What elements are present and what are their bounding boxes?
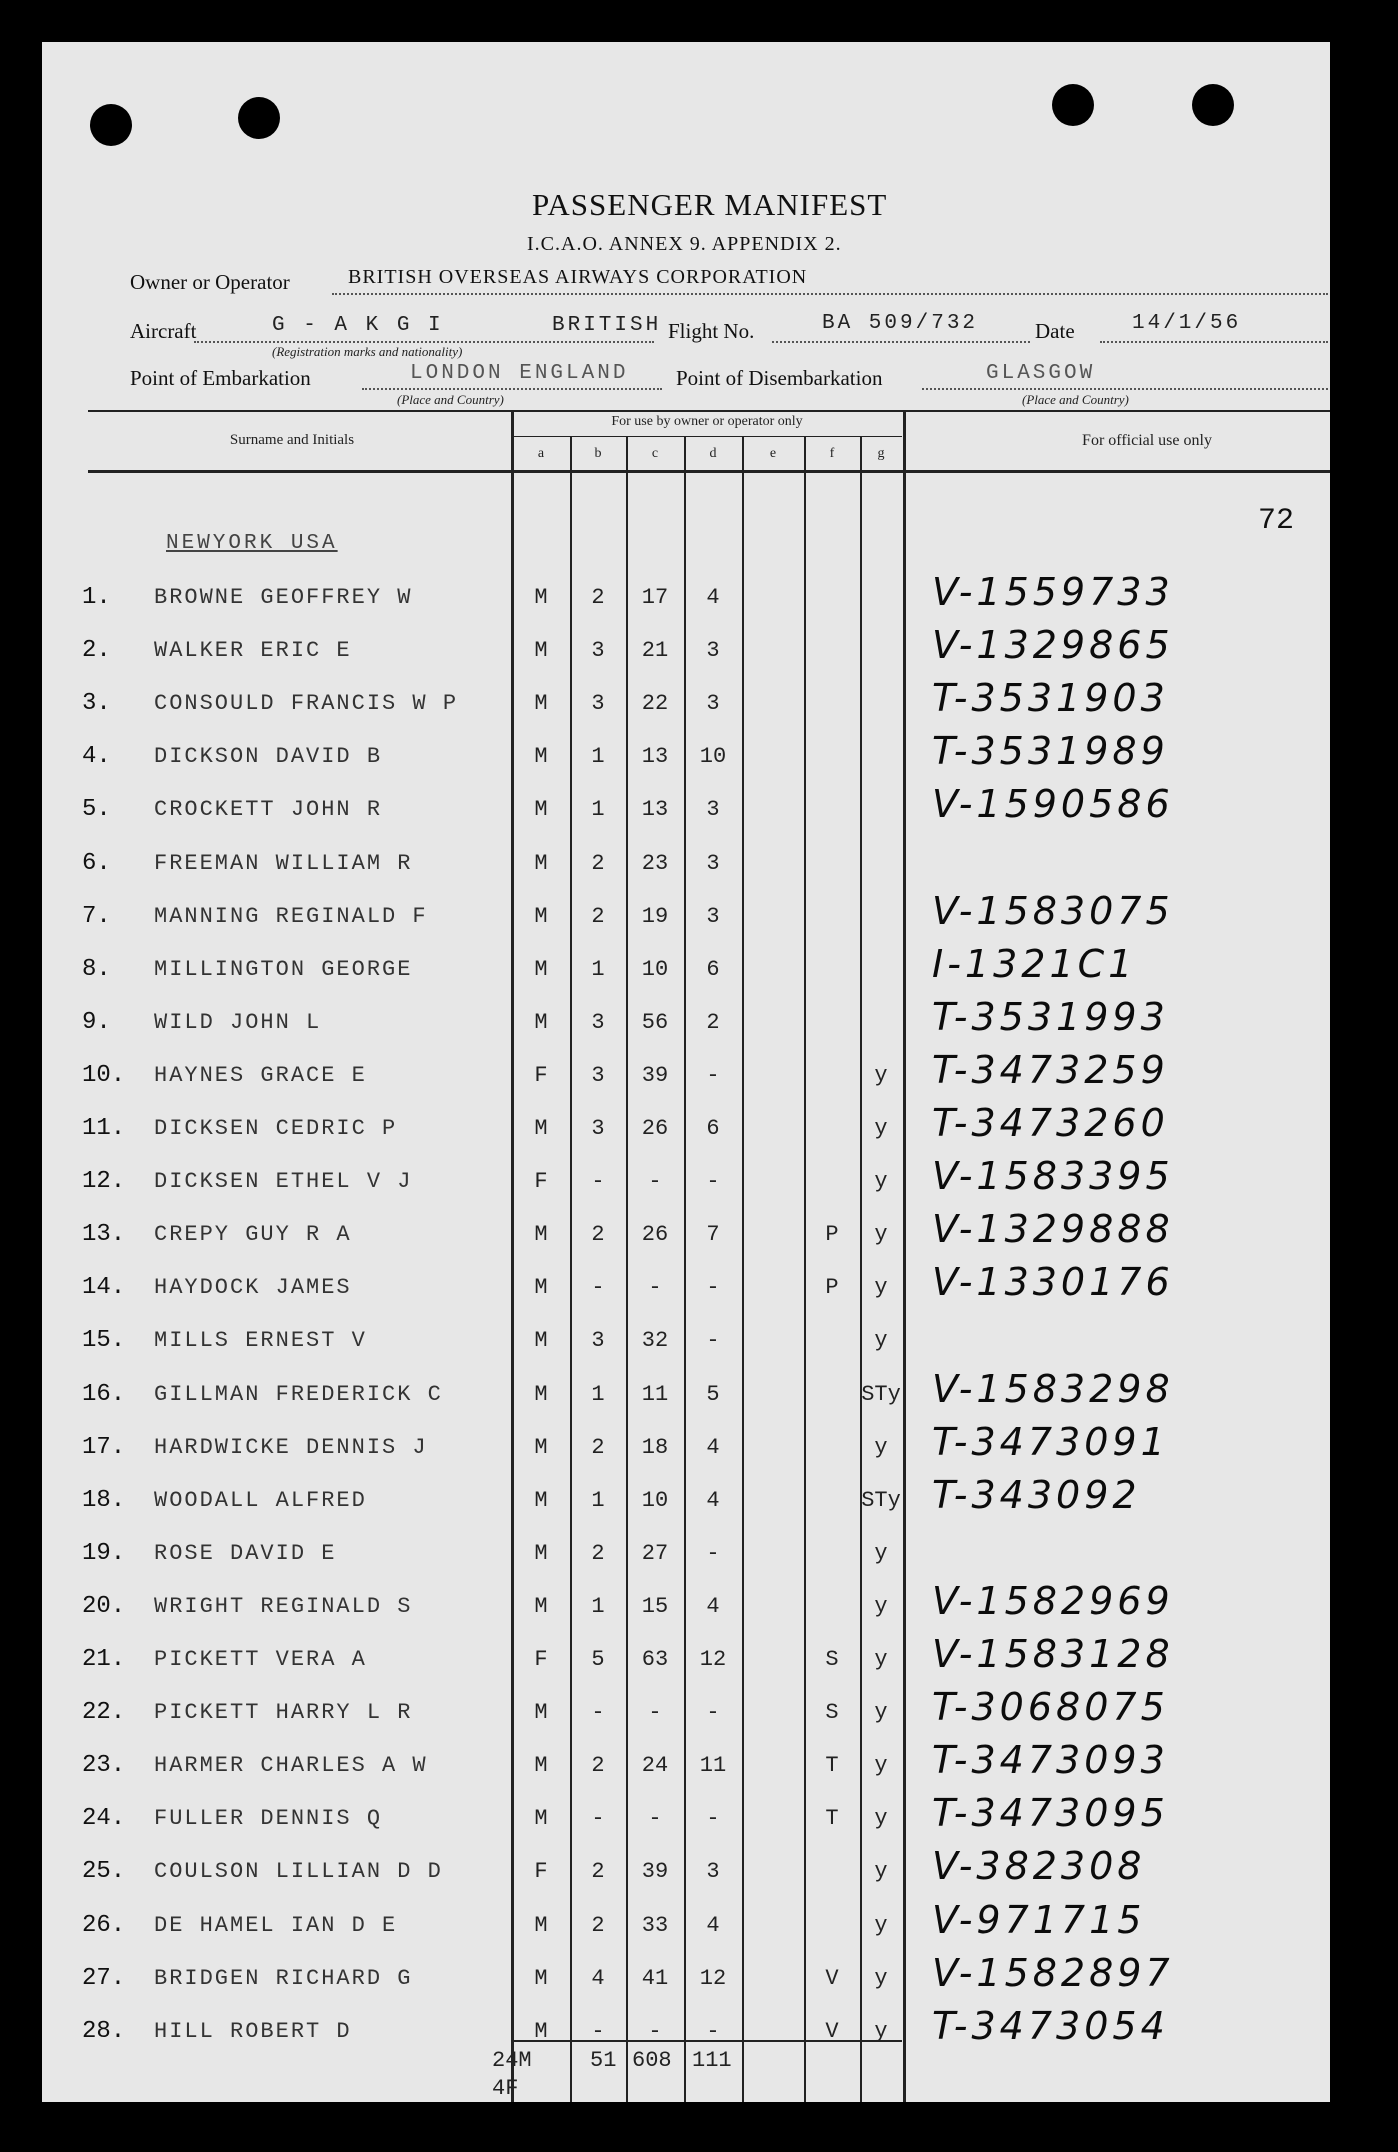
passenger-name: COULSON LILLIAN D D [154,1859,443,1885]
cell-a: M [534,1009,548,1035]
cell-a: M [534,2018,548,2044]
passenger-name: PICKETT HARRY L R [154,1700,413,1726]
cell-a: M [534,1222,548,1248]
owner-label: Owner or Operator [130,270,290,294]
cell-d: 3 [706,797,720,823]
cell-d: 3 [706,691,720,717]
cell-b: 2 [591,1434,605,1460]
table-row [42,623,1330,681]
cell-f: S [825,1700,839,1726]
official-entry: V-971715 [932,1897,1146,1942]
owner-value: BRITISH OVERSEAS AIRWAYS CORPORATION [348,266,808,288]
table-row [42,729,1330,787]
table-row [42,1632,1330,1690]
flight-value: BA 509/732 [822,312,979,335]
cell-g: y [874,1647,888,1672]
disembark-note: (Place and Country) [1022,392,1129,407]
cell-c: 17 [641,585,669,610]
table-row [42,1844,1330,1902]
cell-b: 4 [591,1965,605,1991]
passenger-name: WOODALL ALFRED [154,1487,367,1513]
cell-c: 26 [641,1116,669,1141]
cell-b: 5 [591,1647,605,1672]
official-entry: V-382308 [932,1844,1146,1889]
official-entry: T-3531989 [932,729,1169,774]
passenger-name: HAYNES GRACE E [154,1062,367,1088]
cell-c: 15 [641,1593,669,1619]
table-row [42,1207,1330,1265]
official-entry: V-1559733 [932,570,1174,614]
cell-d: 12 [699,1647,727,1672]
cell-c: 13 [641,744,669,770]
official-entry: V-1329865 [932,623,1174,668]
cell-b: 2 [591,903,605,929]
passenger-name: FREEMAN WILLIAM R [154,850,413,876]
cell-d: 6 [706,956,720,982]
cell-c: 18 [641,1434,669,1460]
cell-a: M [534,1965,548,1991]
cell-g: y [874,1222,888,1248]
disembark-label: Point of Disembarkation [676,366,883,390]
cell-c: 41 [641,1965,669,1991]
destination-heading: NEWYORK USA [166,532,338,555]
table-row [42,676,1330,734]
row-number: 11. [82,1115,126,1142]
row-number: 12. [82,1168,126,1196]
cell-c: 26 [641,1222,669,1248]
cell-f: V [825,1965,839,1991]
punch-hole [1192,84,1234,126]
cell-a: M [534,1806,548,1832]
cell-d: 3 [706,1859,720,1885]
cell-d: - [706,1806,720,1832]
cell-d: - [706,1328,720,1354]
row-number: 27. [82,1964,126,1992]
registration-note: (Registration marks and nationality) [272,344,463,359]
official-entry: V-1329888 [932,1207,1174,1252]
cell-b: - [591,1700,605,1726]
passenger-name: WILD JOHN L [154,1009,322,1035]
cell-d: - [706,1062,720,1088]
cell-b: 1 [591,744,605,770]
passenger-name: BROWNE GEOFFREY W [154,585,413,610]
passenger-name: BRIDGEN RICHARD G [154,1965,413,1991]
date-value: 14/1/56 [1132,312,1242,335]
cell-g: y [874,1540,888,1566]
cell-d: - [706,1275,720,1301]
cell-g: y [874,1275,888,1301]
cell-d: 4 [706,1912,720,1938]
table-row [42,1532,1330,1584]
cell-b: 3 [591,1009,605,1035]
cell-d: 5 [706,1381,720,1407]
official-entry: T-3473093 [932,1738,1169,1783]
row-number: 28. [82,2017,126,2045]
nationality-value: BRITISH [552,314,662,337]
cell-c: - [648,1275,662,1301]
col-letter-d: d [709,446,717,461]
cell-a: M [534,797,548,823]
table-row [42,1685,1330,1743]
row-number: 4. [82,743,111,771]
cell-b: 1 [591,1381,605,1407]
row-number: 20. [82,1592,126,1620]
passenger-name: CREPY GUY R A [154,1222,352,1248]
passenger-name: DE HAMEL IAN D E [154,1912,398,1938]
cell-a: M [534,1753,548,1779]
cell-c: 23 [641,850,669,876]
cell-c: 27 [641,1540,669,1566]
passenger-name: HARMER CHARLES A W [154,1753,428,1779]
official-entry: V-1582897 [932,1950,1174,1995]
cell-d: - [706,1169,720,1195]
col-letter-f: f [829,446,835,461]
date-label: Date [1035,319,1075,343]
cell-a: M [534,585,548,610]
cell-b: - [591,1169,605,1195]
passenger-name: CROCKETT JOHN R [154,797,383,823]
row-number: 6. [82,849,111,877]
passenger-name: MILLINGTON GEORGE [154,956,413,982]
table-row [42,1047,1330,1106]
total-female: 4F [492,2076,519,2101]
cell-c: - [648,2018,662,2044]
cell-d: 12 [699,1965,727,1991]
passenger-name: HARDWICKE DENNIS J [154,1434,428,1460]
cell-b: 1 [591,1487,605,1513]
cell-a: M [534,1540,548,1566]
official-entry: V-1583298 [932,1366,1174,1411]
cell-c: 33 [641,1912,669,1938]
cell-d: - [706,1700,720,1726]
cell-b: 2 [591,585,605,610]
cell-f: P [825,1222,839,1248]
cell-d: 7 [706,1222,720,1248]
official-entry: V-1583075 [932,888,1174,933]
cell-b: 3 [591,1062,605,1088]
cell-d: 2 [706,1009,720,1035]
cell-a: F [534,1062,548,1088]
table-row [42,1578,1330,1637]
row-number: 15. [82,1327,126,1355]
table-row [42,1791,1330,1849]
cell-c: 24 [641,1753,669,1779]
cell-g: STy [861,1381,901,1407]
manifest-page [42,42,1330,2102]
cell-d: 4 [706,1434,720,1460]
row-number: 21. [82,1646,126,1673]
col-letter-g: g [877,446,885,461]
cell-g: y [874,1912,888,1938]
cell-c: 10 [641,956,669,982]
passenger-name: WALKER ERIC E [154,638,352,664]
col-letter-c: c [651,446,659,461]
cell-b: - [591,1275,605,1301]
row-number: 17. [82,1433,126,1461]
passenger-name: HAYDOCK JAMES [154,1275,352,1301]
official-entry: I-1321C1 [932,941,1137,986]
cell-c: 10 [641,1487,669,1513]
page-title: PASSENGER MANIFEST [532,187,888,222]
row-number: 18. [82,1486,126,1514]
cell-d: - [706,1540,720,1566]
embark-note: (Place and Country) [397,392,504,407]
cell-b: - [591,1806,605,1832]
cell-b: 2 [591,1222,605,1248]
cell-b: 3 [591,638,605,664]
row-number: 14. [82,1274,126,1302]
table-row [42,1366,1330,1425]
official-entry: T-343092 [932,1472,1141,1517]
surname-header: Surname and Initials [229,432,355,448]
cell-a: M [534,850,548,876]
cell-b: 2 [591,1912,605,1938]
cell-a: M [534,691,548,717]
cell-c: - [648,1806,662,1832]
cell-d: 3 [706,638,720,664]
passenger-name: DICKSON DAVID B [154,744,383,770]
table-row [42,941,1330,1000]
row-number: 22. [82,1699,126,1727]
col-letter-a: a [537,446,545,461]
cell-a: M [534,1593,548,1619]
cell-c: - [648,1700,662,1726]
disembark-value: GLASGOW [986,362,1096,385]
row-number: 25. [82,1858,126,1886]
total-d: 111 [692,2048,732,2073]
cell-a: M [534,1912,548,1938]
embark-value: LONDON ENGLAND [410,362,629,385]
cell-c: 11 [641,1381,669,1407]
cell-a: M [534,903,548,929]
cell-d: 6 [706,1116,720,1141]
table-row [42,842,1330,894]
cell-f: S [825,1647,839,1672]
cell-a: M [534,956,548,982]
cell-b: 3 [591,691,605,717]
passenger-name: GILLMAN FREDERICK C [154,1381,443,1407]
cell-b: 2 [591,1859,605,1885]
row-number: 26. [82,1911,126,1939]
passenger-name: ROSE DAVID E [154,1540,337,1566]
cell-d: - [706,2018,720,2044]
official-entry: T-3531903 [932,676,1169,721]
cell-c: 19 [641,903,669,929]
cell-b: - [591,2018,605,2044]
cell-f: T [825,1806,839,1832]
cell-g: y [874,1593,888,1619]
row-number: 16. [82,1380,126,1408]
cell-c: 39 [641,1859,669,1885]
cell-d: 11 [699,1753,727,1779]
row-number: 13. [82,1221,126,1249]
table-row [42,1419,1330,1478]
cell-g: STy [861,1487,901,1513]
official-entry: V-1330176 [932,1260,1174,1305]
table-row [42,888,1330,947]
cell-g: y [874,1965,888,1991]
official-entry: T-3473095 [932,1791,1169,1836]
official-entry: V-1582969 [932,1578,1174,1623]
passenger-name: HILL ROBERT D [154,2018,352,2044]
table-row [42,1950,1330,2009]
row-number: 8. [82,955,111,983]
table-row [42,1472,1330,1531]
cell-c: 13 [641,797,669,823]
total-c: 608 [632,2048,672,2073]
cell-a: M [534,1700,548,1726]
row-number: 23. [82,1752,126,1780]
cell-g: y [874,1859,888,1885]
aircraft-value: G - A K G I [272,314,444,337]
row-number: 10. [82,1061,126,1089]
cell-b: 2 [591,1753,605,1779]
row-number: 3. [82,690,111,718]
col-letter-e: e [769,446,777,461]
cell-a: M [534,1487,548,1513]
table-row [42,1738,1330,1796]
row-number: 1. [82,584,111,611]
table-row [42,782,1330,840]
cell-a: F [534,1169,548,1195]
passenger-name: DICKSEN CEDRIC P [154,1116,398,1141]
cell-b: 2 [591,850,605,876]
cell-a: M [534,744,548,770]
table-row [42,1897,1330,1956]
official-entry: T-3068075 [932,1685,1169,1730]
table-row [42,994,1330,1053]
cell-g: y [874,1806,888,1832]
official-entry: T-3473259 [932,1047,1169,1092]
cell-b: 3 [591,1116,605,1141]
cell-g: y [874,1328,888,1354]
cell-c: 32 [641,1328,669,1354]
cell-b: 1 [591,797,605,823]
cell-b: 3 [591,1328,605,1354]
owner-use-header: For use by owner or operator only [611,414,803,429]
cell-c: 56 [641,1009,669,1035]
row-number: 7. [82,902,111,930]
official-entry: T-3531993 [932,994,1169,1039]
punch-hole [238,97,280,139]
cell-g: y [874,1753,888,1779]
cell-d: 4 [706,1487,720,1513]
row-number: 19. [82,1539,126,1567]
official-entry: T-3473054 [932,2003,1169,2048]
cell-g: y [874,1169,888,1195]
page-number: 72 [1258,504,1295,538]
cell-g: y [874,1116,888,1141]
passenger-name: CONSOULD FRANCIS W P [154,691,459,717]
cell-g: y [874,1434,888,1460]
cell-d: 3 [706,903,720,929]
official-entry: V-1590586 [932,782,1174,827]
cell-a: M [534,1275,548,1301]
passenger-name: PICKETT VERA A [154,1647,367,1672]
cell-d: 4 [706,1593,720,1619]
row-number: 2. [82,637,111,665]
table-row [42,2003,1330,2062]
embark-label: Point of Embarkation [130,366,311,390]
cell-a: M [534,1116,548,1141]
cell-b: 1 [591,956,605,982]
cell-d: 4 [706,585,720,610]
table-row [42,1319,1330,1371]
punch-hole [1052,84,1094,126]
total-male: 24M [492,2048,532,2073]
total-b: 51 [590,2048,617,2073]
cell-c: - [648,1169,662,1195]
passenger-name: WRIGHT REGINALD S [154,1593,413,1619]
cell-g: y [874,1062,888,1088]
official-entry: V-1583128 [932,1632,1174,1676]
cell-a: F [534,1859,548,1885]
cell-f: T [825,1753,839,1779]
table-row [42,1101,1330,1159]
cell-f: V [825,2018,839,2044]
passenger-name: MILLS ERNEST V [154,1328,367,1354]
cell-c: 63 [641,1647,669,1672]
cell-b: 1 [591,1593,605,1619]
cell-a: M [534,638,548,664]
cell-g: y [874,1700,888,1726]
official-entry: V-1583395 [932,1154,1174,1199]
cell-c: 22 [641,691,669,717]
passenger-name: FULLER DENNIS Q [154,1806,383,1832]
table-row [42,1154,1330,1212]
cell-a: M [534,1434,548,1460]
row-number: 24. [82,1805,126,1833]
passenger-name: DICKSEN ETHEL V J [154,1169,413,1195]
official-use-header: For official use only [1082,432,1212,449]
page-subtitle: I.C.A.O. ANNEX 9. APPENDIX 2. [527,233,842,255]
row-number: 5. [82,796,111,824]
official-entry: T-3473260 [932,1101,1169,1145]
cell-a: F [534,1647,548,1672]
table-row [42,1260,1330,1318]
passenger-name: MANNING REGINALD F [154,903,428,929]
punch-hole [90,104,132,146]
cell-c: 21 [641,638,669,664]
cell-a: M [534,1381,548,1407]
official-entry: T-3473091 [932,1419,1169,1464]
flight-label: Flight No. [668,319,755,343]
cell-c: 39 [641,1062,669,1088]
col-letter-b: b [594,446,602,461]
cell-f: P [825,1275,839,1301]
cell-a: M [534,1328,548,1354]
row-number: 9. [82,1008,111,1036]
table-row [42,570,1330,628]
cell-g: y [874,2018,888,2044]
aircraft-label: Aircraft [130,319,197,343]
cell-d: 10 [699,744,727,770]
cell-b: 2 [591,1540,605,1566]
cell-d: 3 [706,850,720,876]
